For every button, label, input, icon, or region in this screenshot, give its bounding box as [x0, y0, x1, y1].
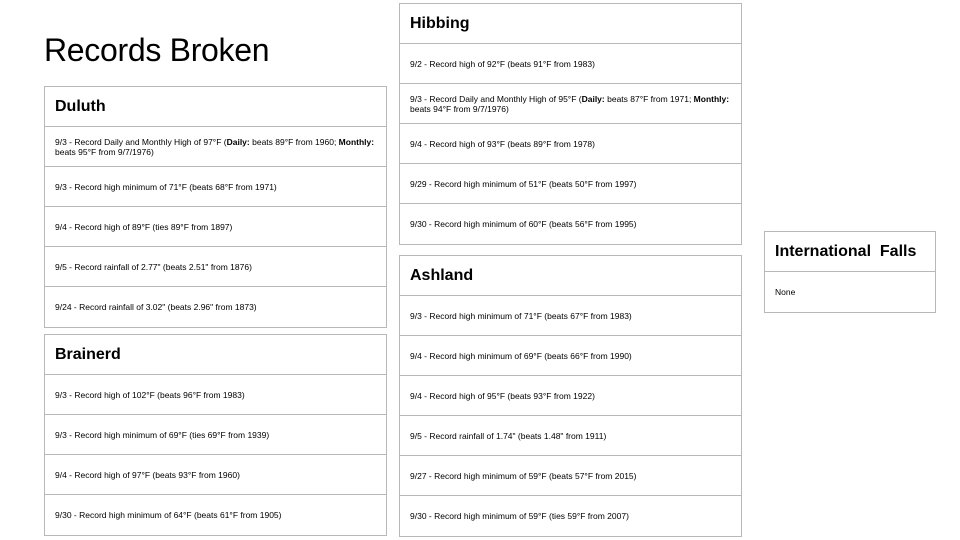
- duluth-record-row: 9/5 - Record rainfall of 2.77" (beats 2.51" from 1876): [45, 247, 386, 287]
- ashland-record-row: 9/5 - Record rainfall of 1.74" (beats 1.48" from 1911): [400, 416, 741, 456]
- ashland-record-row: 9/27 - Record high minimum of 59°F (beats 57°F from 2015): [400, 456, 741, 496]
- ashland-record-row: 9/3 - Record high minimum of 71°F (beats 67°F from 1983): [400, 296, 741, 336]
- ashland-header: Ashland: [400, 256, 741, 296]
- record-text: 9/3 - Record Daily and Monthly High of 97°F (Daily: beats 89°F from 1960; Monthly: beats 95°F from 9/7/1976): [55, 136, 375, 157]
- international-falls-card: [764, 231, 936, 313]
- hibbing-record-row: 9/29 - Record high minimum of 51°F (beats 50°F from 1997): [400, 164, 741, 204]
- brainerd-header: Brainerd: [45, 335, 386, 375]
- ashland-record-row: 9/4 - Record high of 95°F (beats 93°F from 1922): [400, 376, 741, 416]
- duluth-record-row: 9/3 - Record high minimum of 71°F (beats 68°F from 1971): [45, 167, 386, 207]
- hibbing-card: [399, 3, 742, 245]
- ashland-record-row: 9/4 - Record high minimum of 69°F (beats 66°F from 1990): [400, 336, 741, 376]
- brainerd-record-row: 9/4 - Record high of 97°F (beats 93°F from 1960): [45, 455, 386, 495]
- brainerd-card: [44, 334, 387, 536]
- record-text: 9/3 - Record Daily and Monthly High of 95°F (Daily: beats 87°F from 1971; Monthly: beats 94°F from 9/7/1976): [410, 93, 730, 114]
- duluth-record-row: [45, 127, 386, 167]
- hibbing-header: Hibbing: [400, 4, 741, 44]
- brainerd-record-row: 9/30 - Record high minimum of 64°F (beats 61°F from 1905): [55, 510, 282, 520]
- hibbing-record-row: [400, 84, 741, 124]
- hibbing-record-row: 9/2 - Record high of 92°F (beats 91°F from 1983): [400, 44, 741, 84]
- hibbing-record-row: 9/4 - Record high of 93°F (beats 89°F from 1978): [400, 124, 741, 164]
- duluth-record-row: 9/24 - Record rainfall of 3.02" (beats 2.96" from 1873): [55, 302, 257, 312]
- international-falls-header: International Falls: [765, 232, 935, 272]
- duluth-record-row: 9/4 - Record high of 89°F (ties 89°F from 1897): [45, 207, 386, 247]
- duluth-header: Duluth: [45, 87, 386, 127]
- ashland-card: [399, 255, 742, 537]
- hibbing-record-row: 9/30 - Record high minimum of 60°F (beats 56°F from 1995): [410, 219, 637, 229]
- duluth-card: [44, 86, 387, 328]
- brainerd-record-row: 9/3 - Record high minimum of 69°F (ties 69°F from 1939): [45, 415, 386, 455]
- ashland-record-row: 9/30 - Record high minimum of 59°F (ties 59°F from 2007): [410, 511, 629, 521]
- page-title: Records Broken: [44, 32, 270, 68]
- brainerd-record-row: 9/3 - Record high of 102°F (beats 96°F from 1983): [45, 375, 386, 415]
- international-falls-record-row: None: [775, 287, 796, 297]
